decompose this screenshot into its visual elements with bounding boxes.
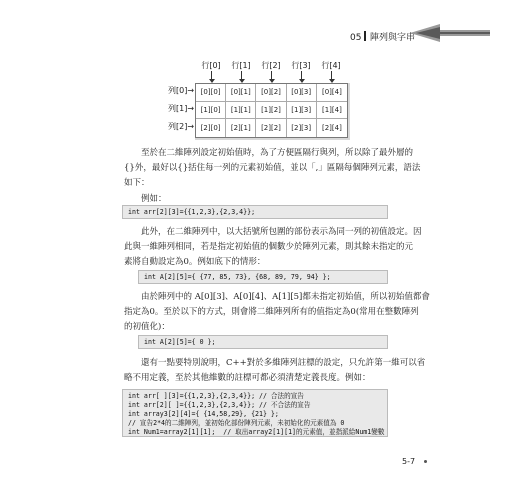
column-arrow-icon (331, 71, 332, 79)
page-number: 5-7 (402, 457, 416, 466)
array-cell: [0][1] (226, 84, 256, 102)
paragraph-zero-init (124, 290, 430, 335)
column-label: 行[3] (291, 61, 311, 70)
column-label: 行[4] (321, 61, 341, 70)
chapter-arrow-icon (410, 22, 490, 44)
code-line: // 宣告2*4的二維陣列，並初始化部份陣列元素，未初始化的元素值為 0 (128, 419, 345, 427)
code-block-2 (138, 270, 388, 284)
column-arrow-icon (301, 71, 302, 79)
column-arrow-icon (241, 71, 242, 79)
paragraph-line: 還有一點要特別說明，C++對於多維陣列註標的設定，只允許第一維可以省 (141, 358, 426, 368)
paragraph-line: 指定為0。至於以下的方式，則會將二維陣列所有的值指定為0(常用在整數陣列 (124, 307, 419, 317)
array-grid (195, 83, 348, 138)
paragraph-line: {}外，最好以{}括住每一列的元素初始值，並以「,」區隔每個陣列元素，語法 (124, 163, 421, 173)
array-cell: [0][0] (196, 84, 226, 102)
array-cell: [0][2] (256, 84, 286, 102)
code-line: int array3[2][4]={ {14,58,29}, {21} }; (128, 410, 279, 418)
paragraph-line: 如下： (124, 178, 150, 188)
array-cell: [0][3] (287, 84, 317, 102)
paragraph-line: 此與一維陣列相同，若是指定初始值的個數少於陣列元素，則其餘未指定的元 (124, 242, 414, 252)
array-cell: [0][4] (317, 84, 347, 102)
code-line: int arr[2][ ]={{1,2,3},{2,3,4}}; // 不合法的宣告 (128, 401, 311, 409)
array-cell: [2][3] (287, 119, 317, 137)
header-divider (364, 31, 366, 41)
page-dot-icon (424, 460, 427, 463)
paragraph-partial-init (124, 225, 422, 270)
paragraph-line: 略不用定義，至於其他維數的註標可都必須清楚定義長度。例如： (124, 373, 371, 383)
paragraph-line: 的初值化)： (124, 322, 170, 332)
array-cell: [2][1] (226, 119, 256, 137)
code-block-3 (138, 335, 388, 349)
array-cell: [1][2] (256, 102, 286, 120)
code-block-1 (122, 205, 388, 219)
code-line: int A[2][5]={ {77, 85, 73}, {68, 89, 79, 94} }; (144, 273, 331, 281)
column-arrow-icon (211, 71, 212, 79)
array-grid-shadow (195, 83, 350, 140)
code-block-4 (122, 389, 388, 437)
chapter-number: 05 (350, 33, 362, 43)
code-line: int Num1=array2[1][1]; // 取出array2[1][1]的元素值，並指派給Num1變數 (128, 428, 385, 436)
array-cell: [1][1] (226, 102, 256, 120)
array-cell: [1][0] (196, 102, 226, 120)
row-label: 列[1]→ (168, 104, 195, 113)
paragraph-line: 素將自動設定為0。例如底下的情形： (124, 257, 266, 267)
column-label: 行[0] (201, 61, 221, 70)
row-label: 列[2]→ (168, 122, 195, 131)
code-line: int arr[2][3]={{1,2,3},{2,3,4}}; (128, 208, 256, 216)
paragraph-initialization (124, 146, 421, 191)
array-cell: [2][2] (256, 119, 286, 137)
row-label: 列[0]→ (168, 86, 195, 95)
column-arrow-icon (271, 71, 272, 79)
array-cell: [2][0] (196, 119, 226, 137)
code-line: int A[2][5]={ 0 }; (144, 338, 216, 346)
array-cell: [2][4] (321, 124, 342, 133)
column-label: 行[1] (231, 61, 251, 70)
chapter-title: 陣列與字串 (369, 33, 415, 43)
paragraph-line: 至於在二維陣列設定初始值時，為了方便區隔行與列，所以除了最外層的 (141, 148, 414, 158)
chapter-header (350, 30, 415, 43)
array-cell: [1][3] (287, 102, 317, 120)
paragraph-line: 由於陣列中的 A[0][3]、A[0][4]、A[1][5]都未指定初始值，所以初始值都會 (141, 292, 430, 302)
column-label: 行[2] (261, 61, 281, 70)
example-label: 例如： (141, 194, 167, 204)
paragraph-multidim-rule (124, 356, 426, 386)
code-line: int arr[ ][3]={{1,2,3},{2,3,4}}; // 合法的宣告 (128, 392, 304, 400)
array-cell: [1][4] (317, 102, 347, 120)
paragraph-line: 此外，在二維陣列中，以大括號所包圍的部份表示為同一列的初值設定。因 (141, 227, 422, 237)
